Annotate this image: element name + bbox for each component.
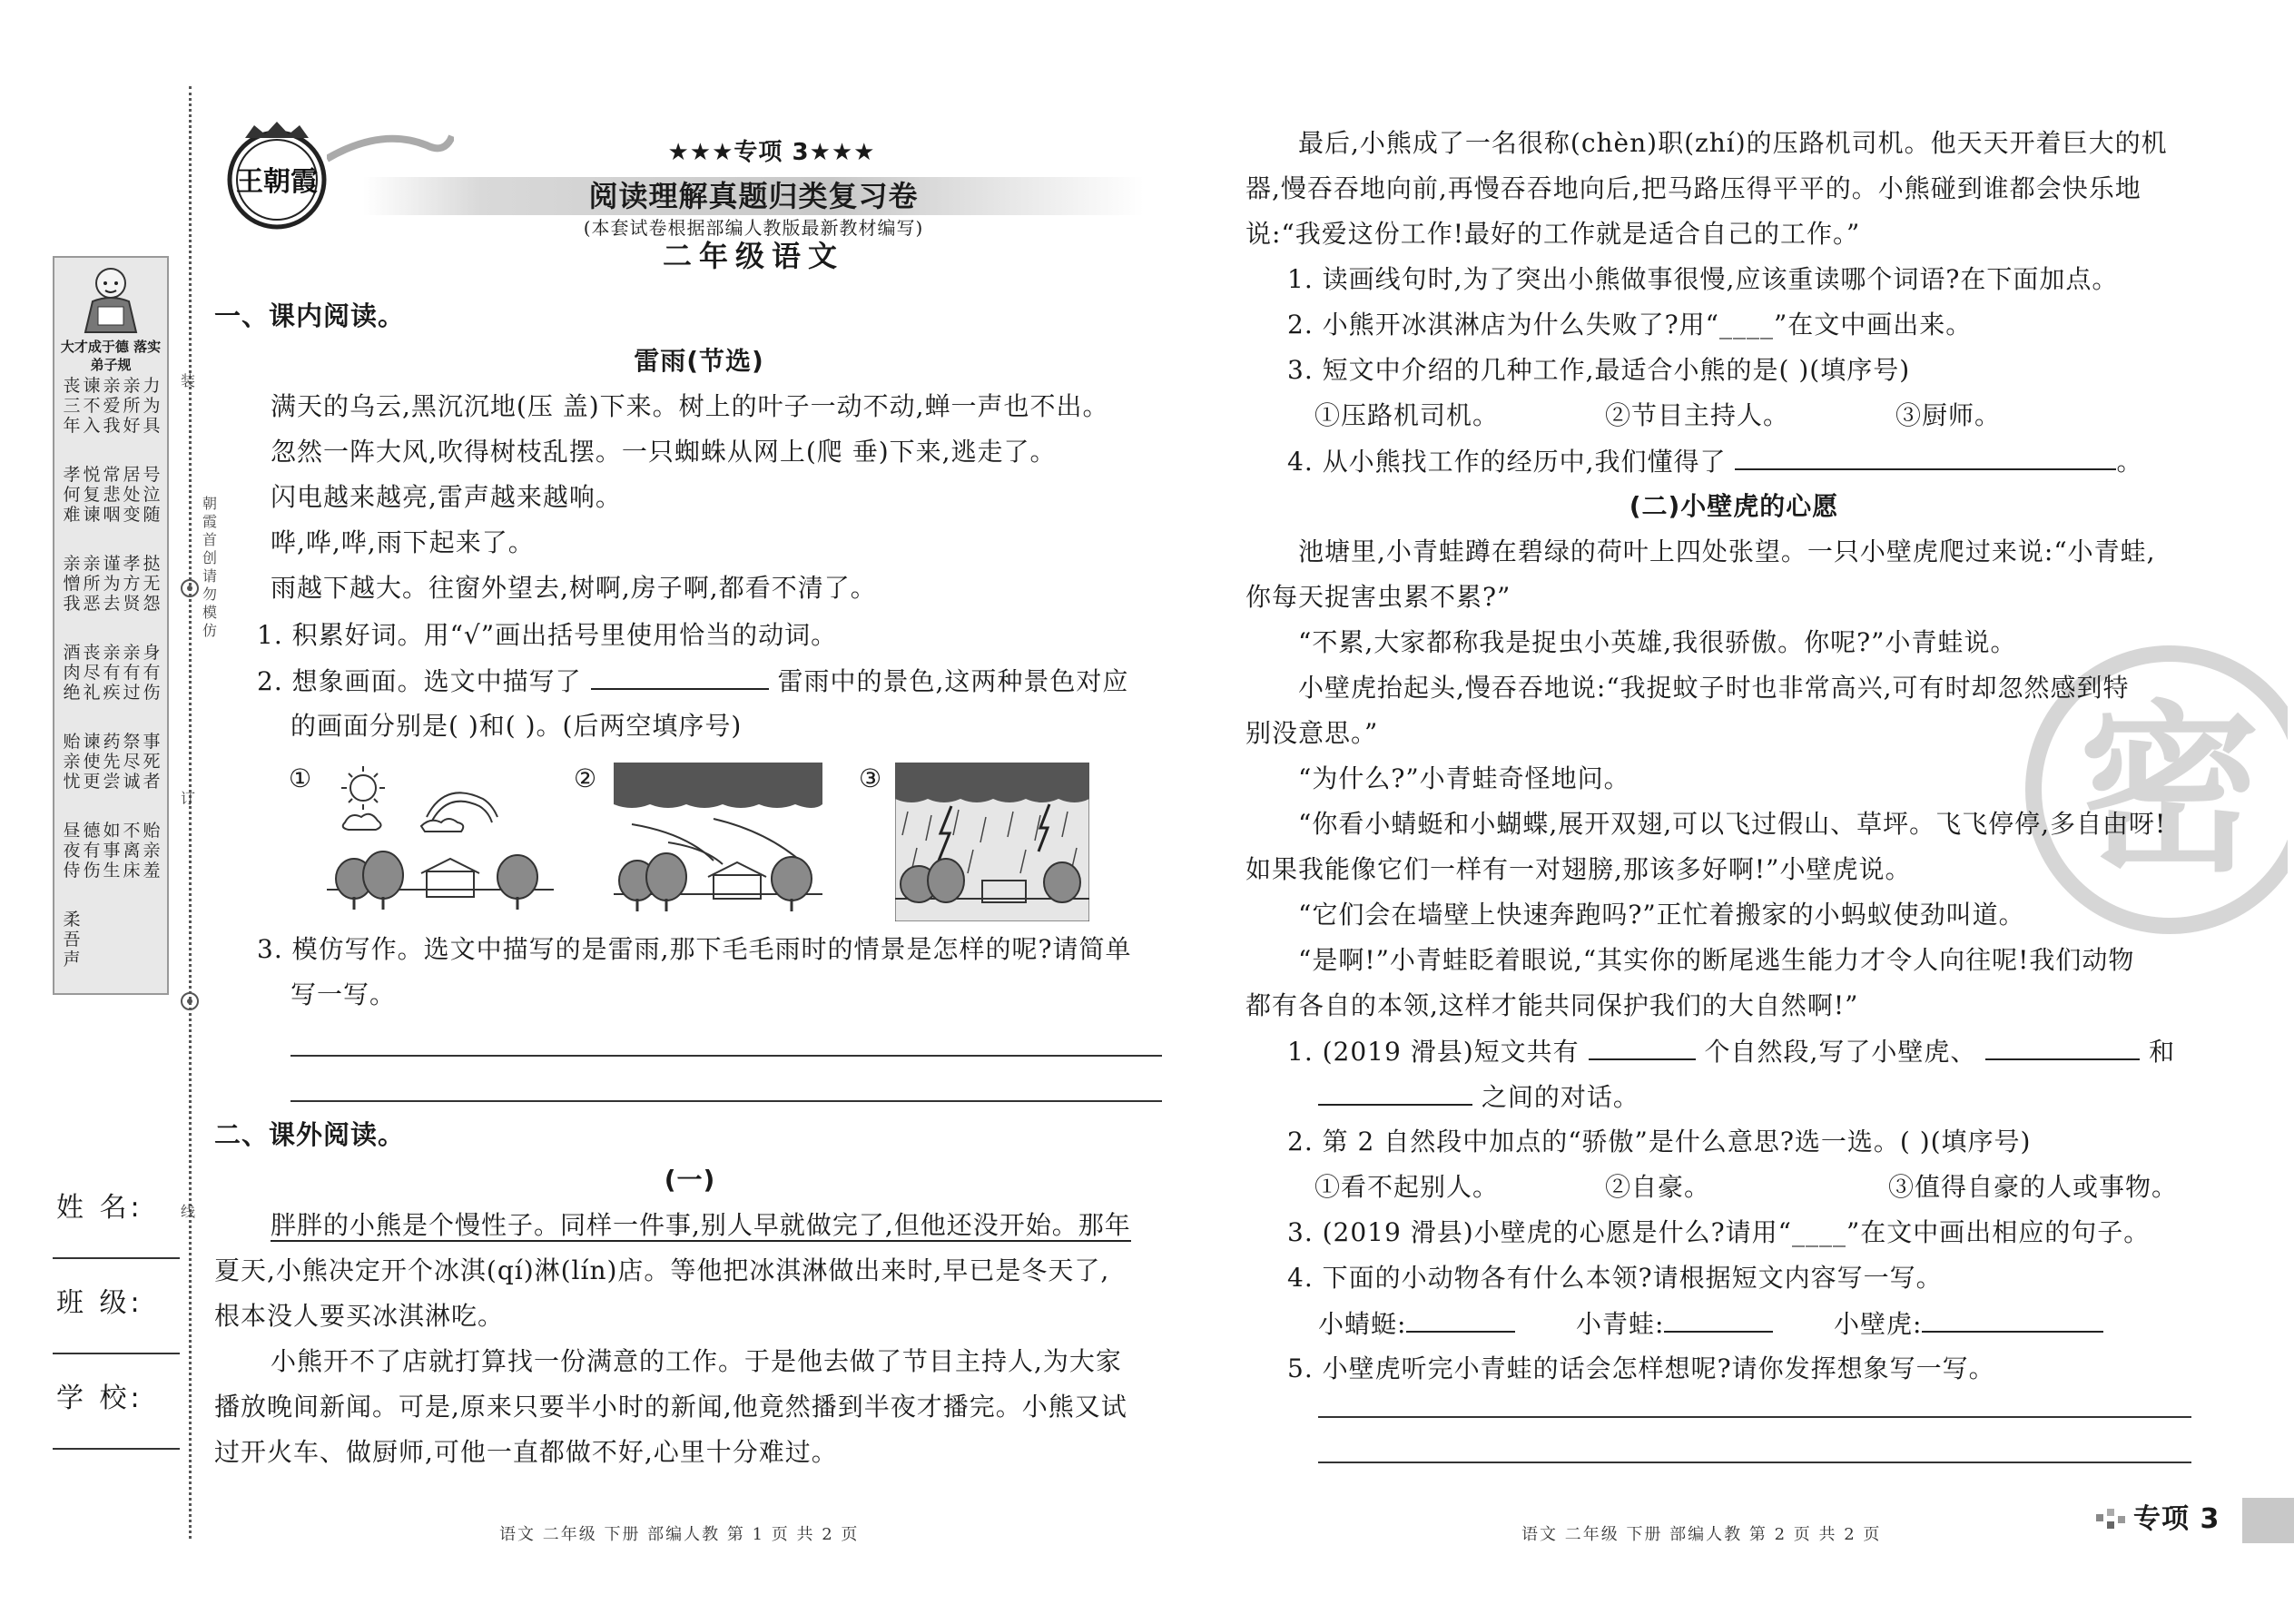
- ability-item: [1576, 1307, 1773, 1341]
- question-r3: 3. 短文中介绍的几种工作,最适合小熊的是( )(填序号): [1287, 355, 1911, 385]
- motto-column: 居处变: [123, 465, 141, 525]
- question-3: 3. 模仿写作。选文中描写的是雷雨,那下毛毛雨时的情景是怎样的呢?请简单: [257, 934, 1132, 964]
- passage-2-line: 夏天,小熊决定开个冰淇(qí)淋(lín)店。等他把冰淇淋做出来时,早已是冬天了,: [214, 1255, 1110, 1285]
- option[interactable]: ②节目主持人。: [1605, 400, 1790, 430]
- motto-heading: 大才成于德 落实弟子规: [60, 339, 162, 373]
- corner-dots-icon: [2092, 1505, 2129, 1541]
- question-s5: 5. 小壁虎听完小青蛙的话会怎样想呢?请你发挥想象写一写。: [1287, 1353, 1995, 1383]
- ability-label: 小壁虎:: [1834, 1309, 1923, 1339]
- question-r1: 1. 读画线句时,为了突出小熊做事很慢,应该重读哪个词语?在下面加点。: [1287, 264, 2119, 294]
- answer-blank[interactable]: [1922, 1307, 2103, 1333]
- passage-1-title: 雷雨(节选): [634, 346, 764, 376]
- motto-column: 丧三年: [63, 376, 81, 436]
- passage-2-line: 器,慢吞吞地向前,再慢吞吞地向后,把马路压得平平的。小熊碰到谁都会快乐地: [1245, 173, 2141, 203]
- motto-column: 亲所好: [123, 376, 141, 436]
- scholar-figure-icon: [74, 263, 147, 334]
- question-3-cont: 写一写。: [290, 979, 397, 1009]
- question-s4: 4. 下面的小动物各有什么本领?请根据短文内容写一写。: [1287, 1263, 1943, 1293]
- answer-line[interactable]: [1318, 1416, 2191, 1418]
- series-label: ★★★专项 3★★★: [667, 139, 876, 166]
- sunny-scene-image[interactable]: [327, 763, 554, 921]
- ability-label: 小蜻蜓:: [1318, 1309, 1407, 1339]
- motto-column: 常悲咽: [103, 465, 121, 525]
- passage-2-line: 小熊开不了店就打算找一份满意的工作。于是他去做了节目主持人,为大家: [271, 1346, 1122, 1376]
- section-2-heading: 二、课外阅读。: [214, 1119, 406, 1150]
- option[interactable]: ③值得自豪的人或事物。: [1888, 1172, 2179, 1202]
- question-1: 1. 积累好词。用“√”画出括号里使用恰当的动词。: [257, 620, 838, 650]
- question-2-text-b: 雷雨中的景色,这两种景色对应: [777, 666, 1129, 696]
- question-r2: 2. 小熊开冰淇淋店为什么失败了?用“____”在文中画出来。: [1287, 310, 1973, 340]
- answer-line[interactable]: [290, 1100, 1162, 1102]
- motto-column: 事死者: [143, 732, 161, 792]
- copyright-note: 朝霞首创 请勿模仿: [202, 495, 217, 639]
- question-s1: [1287, 1035, 2175, 1068]
- motto-column: 不离床: [123, 821, 141, 881]
- stamp-lettering: 密: [2078, 685, 2261, 897]
- ability-item: [1318, 1307, 1515, 1341]
- passage-1-line: 满天的乌云,黑沉沉地(压 盖)下来。树上的叶子一动不动,蝉一声也不出。: [271, 391, 1109, 421]
- passage-3-title: (二)小壁虎的心愿: [1629, 491, 1839, 521]
- passage-3-line: 如果我能像它们一样有一对翅膀,那该多好啊!”小壁虎说。: [1245, 854, 1912, 884]
- section-1-heading: 一、课内阅读。: [214, 300, 406, 331]
- answer-blank[interactable]: [1664, 1307, 1773, 1333]
- question-s1-text: 1. (2019 滑县)短文共有: [1287, 1037, 1580, 1067]
- class-label: 班 级:: [56, 1287, 143, 1319]
- page-title: 阅读理解真题归类复习卷: [588, 179, 919, 213]
- question-s1-text: 个自然段,写了小壁虎、: [1704, 1037, 1977, 1067]
- picture-label: ③: [859, 763, 883, 793]
- motto-column: 酒肉绝: [63, 643, 81, 703]
- question-2-text-c: 的画面分别是( )和( )。(后两空填序号): [290, 711, 743, 741]
- brand-logo: [218, 118, 336, 236]
- question-2-text-a: 2. 想象画面。选文中描写了: [257, 666, 582, 696]
- grade-subject: 二年级语文: [662, 239, 844, 273]
- answer-blank[interactable]: [1318, 1080, 1472, 1106]
- passage-2-line: 说:“我爱这份工作!最好的工作就是适合自己的工作。”: [1245, 219, 1861, 249]
- motto-column: 药先尝: [103, 732, 121, 792]
- question-2: [257, 664, 1128, 698]
- option[interactable]: ①压路机司机。: [1314, 400, 1500, 430]
- passage-3-line: 小壁虎抬起头,慢吞吞地说:“我捉蚊子时也非常高兴,可有时却忽然感到特: [1298, 673, 2130, 703]
- picture-label: ①: [289, 763, 313, 793]
- picture-label: ②: [574, 763, 598, 793]
- motto-column: 悦复谏: [83, 465, 101, 525]
- name-field[interactable]: [53, 1257, 180, 1259]
- page-footer-left: 语文 二年级 下册 部编人教 第 1 页 共 2 页: [499, 1525, 860, 1544]
- binding-dotted-line: [189, 86, 192, 1539]
- question-r4-text: 4. 从小熊找工作的经历中,我们懂得了: [1287, 447, 1727, 477]
- motto-column: 亲爱我: [103, 376, 121, 436]
- option[interactable]: ①看不起别人。: [1314, 1172, 1500, 1202]
- motto-column: 柔吾声: [63, 910, 81, 969]
- motto-column: 力为具: [143, 376, 161, 436]
- passage-2-line: 根本没人要买冰淇淋吃。: [214, 1301, 505, 1331]
- passage-3-line: 都有各自的本领,这样才能共同保护我们的大自然啊!”: [1245, 990, 1859, 1020]
- passage-2-line: 过开火车、做厨师,可他一直都做不好,心里十分难过。: [214, 1437, 838, 1467]
- passage-3-line: 你每天捉害虫累不累?”: [1245, 582, 1511, 612]
- passage-3-line: “不累,大家都称我是捉虫小英雄,我很骄傲。你呢?”小青蛙说。: [1298, 627, 2017, 657]
- passage-2-line: [271, 1209, 1131, 1242]
- question-s2: 2. 第 2 自然段中加点的“骄傲”是什么意思?选一选。( )(填序号): [1287, 1127, 2032, 1156]
- motto-column: 谏使更: [83, 732, 101, 792]
- motto-column: 谏不入: [83, 376, 101, 436]
- question-s1-cont: [1318, 1080, 1639, 1114]
- passage-1-line: 哗,哗,哗,雨下起来了。: [271, 527, 535, 557]
- motto-column: 孝何难: [63, 465, 81, 525]
- passage-3-line: 池塘里,小青蛙蹲在碧绿的荷叶上四处张望。一只小壁虎爬过来说:“小青蛙,: [1298, 536, 2156, 566]
- option[interactable]: ③厨师。: [1895, 400, 2002, 430]
- motto-column: 贻亲忧: [63, 732, 81, 792]
- motto-column: 谨为去: [103, 554, 121, 614]
- school-label: 学 校:: [56, 1383, 143, 1414]
- motto-column: 亲所恶: [83, 554, 101, 614]
- answer-blank[interactable]: [1589, 1035, 1696, 1060]
- passage-1-line: 闪电越来越亮,雷声越来越响。: [271, 482, 622, 512]
- question-s3: 3. (2019 滑县)小壁虎的心愿是什么?请用“____”在文中画出相应的句子。: [1287, 1217, 2151, 1247]
- question-s1-text: 和: [2149, 1037, 2176, 1067]
- seal-mark-2: 订: [180, 790, 195, 807]
- passage-3-line: 别没意思。”: [1245, 718, 1379, 748]
- motto-column: 德有伤: [83, 821, 101, 881]
- corner-section-label: 专项 3: [2133, 1503, 2220, 1535]
- name-label: 姓 名:: [56, 1192, 143, 1224]
- passage-3-line: “是啊!”小青蛙眨着眼说,“其实你的断尾逃生能力才令人向往呢!我们动物: [1298, 945, 2135, 975]
- passage-2-title: (一): [664, 1165, 716, 1195]
- seal-mark-3: 线: [180, 1203, 195, 1220]
- answer-blank[interactable]: [1735, 445, 2116, 470]
- passage-3-line: “为什么?”小青蛙奇怪地问。: [1298, 763, 1630, 793]
- corner-tab: [2242, 1498, 2294, 1543]
- ring-icon: [178, 989, 202, 1013]
- passage-1-line: 雨越下越大。往窗外望去,树啊,房子啊,都看不清了。: [271, 573, 877, 603]
- option[interactable]: ②自豪。: [1605, 1172, 1711, 1202]
- answer-blank[interactable]: [591, 664, 769, 690]
- seal-mark-1: 装: [180, 372, 195, 389]
- ribbon-decoration: [327, 118, 454, 182]
- class-field[interactable]: [53, 1353, 180, 1354]
- school-field[interactable]: [53, 1448, 180, 1450]
- windy-scene-image[interactable]: [614, 763, 822, 921]
- motto-column: 孝方贤: [123, 554, 141, 614]
- question-s1-text: 之间的对话。: [1481, 1082, 1639, 1112]
- passage-3-line: “你看小蜻蜓和小蝴蝶,展开双翅,可以飞过假山、草坪。飞飞停停,多自由呀!: [1298, 809, 2167, 839]
- page-footer-right: 语文 二年级 下册 部编人教 第 2 页 共 2 页: [1521, 1525, 1882, 1544]
- passage-3-line: “它们会在墙壁上快速奔跑吗?”正忙着搬家的小蚂蚁使劲叫道。: [1298, 900, 2025, 930]
- answer-line[interactable]: [1318, 1462, 2191, 1463]
- motto-column: 丧尽礼: [83, 643, 101, 703]
- logo-lettering: 王朝霞: [236, 166, 318, 198]
- motto-column: 身有伤: [143, 643, 161, 703]
- underlined-sentence: 胖胖的小熊是个慢性子。同样一件事,别人早就做完了,但他还没开始。那年: [271, 1210, 1131, 1240]
- ability-label: 小青蛙:: [1576, 1309, 1665, 1339]
- page-subtitle: (本套试卷根据部编人教版最新教材编写): [583, 217, 924, 239]
- motto-column: 号泣随: [143, 465, 161, 525]
- motto-column: 祭尽诚: [123, 732, 141, 792]
- ring-icon: [178, 576, 202, 600]
- motto-column: 昼夜侍: [63, 821, 81, 881]
- answer-line[interactable]: [290, 1055, 1162, 1057]
- motto-column: 亲有过: [123, 643, 141, 703]
- motto-panel: [53, 256, 169, 995]
- answer-blank[interactable]: [1406, 1307, 1515, 1333]
- ability-item: [1834, 1307, 2103, 1341]
- motto-column: 亲憎我: [63, 554, 81, 614]
- motto-column: 如事生: [103, 821, 121, 881]
- question-r4: 4. 从小熊找工作的经历中,我们懂得了 。: [1287, 447, 2143, 477]
- motto-column: 贻亲羞: [143, 821, 161, 881]
- passage-2-line: 播放晚间新闻。可是,原来只要半小时的新闻,他竟然播到半夜才播完。小熊又试: [214, 1392, 1127, 1422]
- passage-2-line: 最后,小熊成了一名很称(chèn)职(zhí)的压路机司机。他天天开着巨大的机: [1298, 128, 2168, 158]
- storm-scene-image[interactable]: [895, 763, 1089, 921]
- motto-column: 挞无怨: [143, 554, 161, 614]
- answer-blank[interactable]: [1985, 1035, 2140, 1060]
- motto-column: 亲有疾: [103, 643, 121, 703]
- passage-1-line: 忽然一阵大风,吹得树枝乱摆。一只蜘蛛从网上(爬 垂)下来,逃走了。: [271, 437, 1057, 467]
